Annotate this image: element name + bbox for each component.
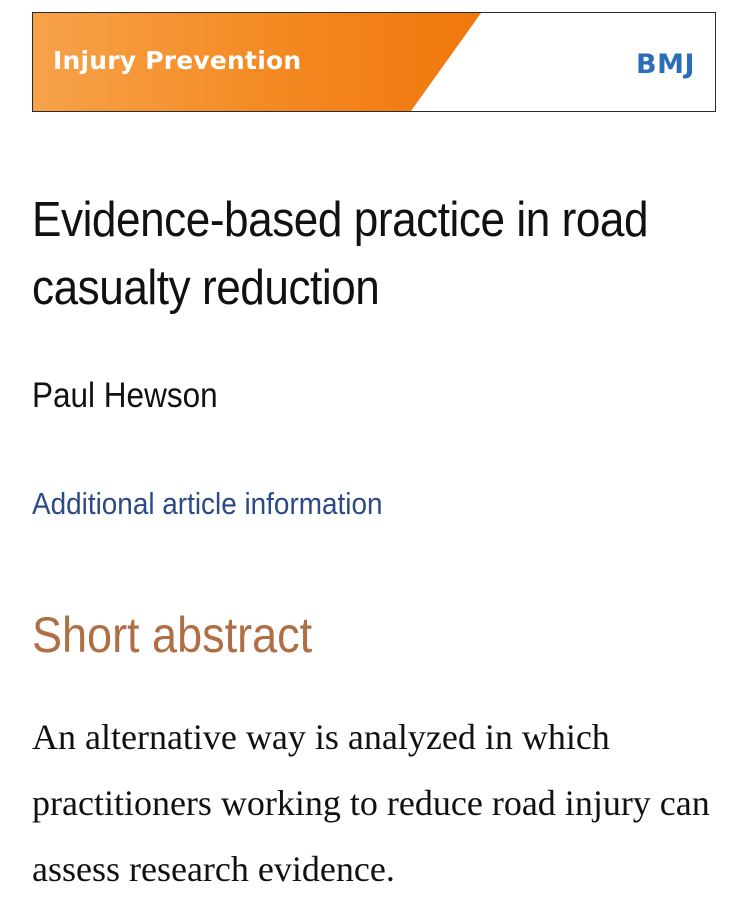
bmj-logo[interactable]: BMJ [636,49,695,80]
journal-banner [32,12,716,112]
additional-article-info-link[interactable]: Additional article information [32,486,383,521]
short-abstract-heading: Short abstract [32,607,313,663]
abstract-text: An alternative way is analyzed in which practitioners working to reduce road injury can assess research evidence. [32,717,710,889]
author-name[interactable]: Paul Hewson [32,376,218,415]
article-title: Evidence-based practice in road casualty reduction [32,193,649,315]
journal-name: Injury Prevention [53,46,302,75]
